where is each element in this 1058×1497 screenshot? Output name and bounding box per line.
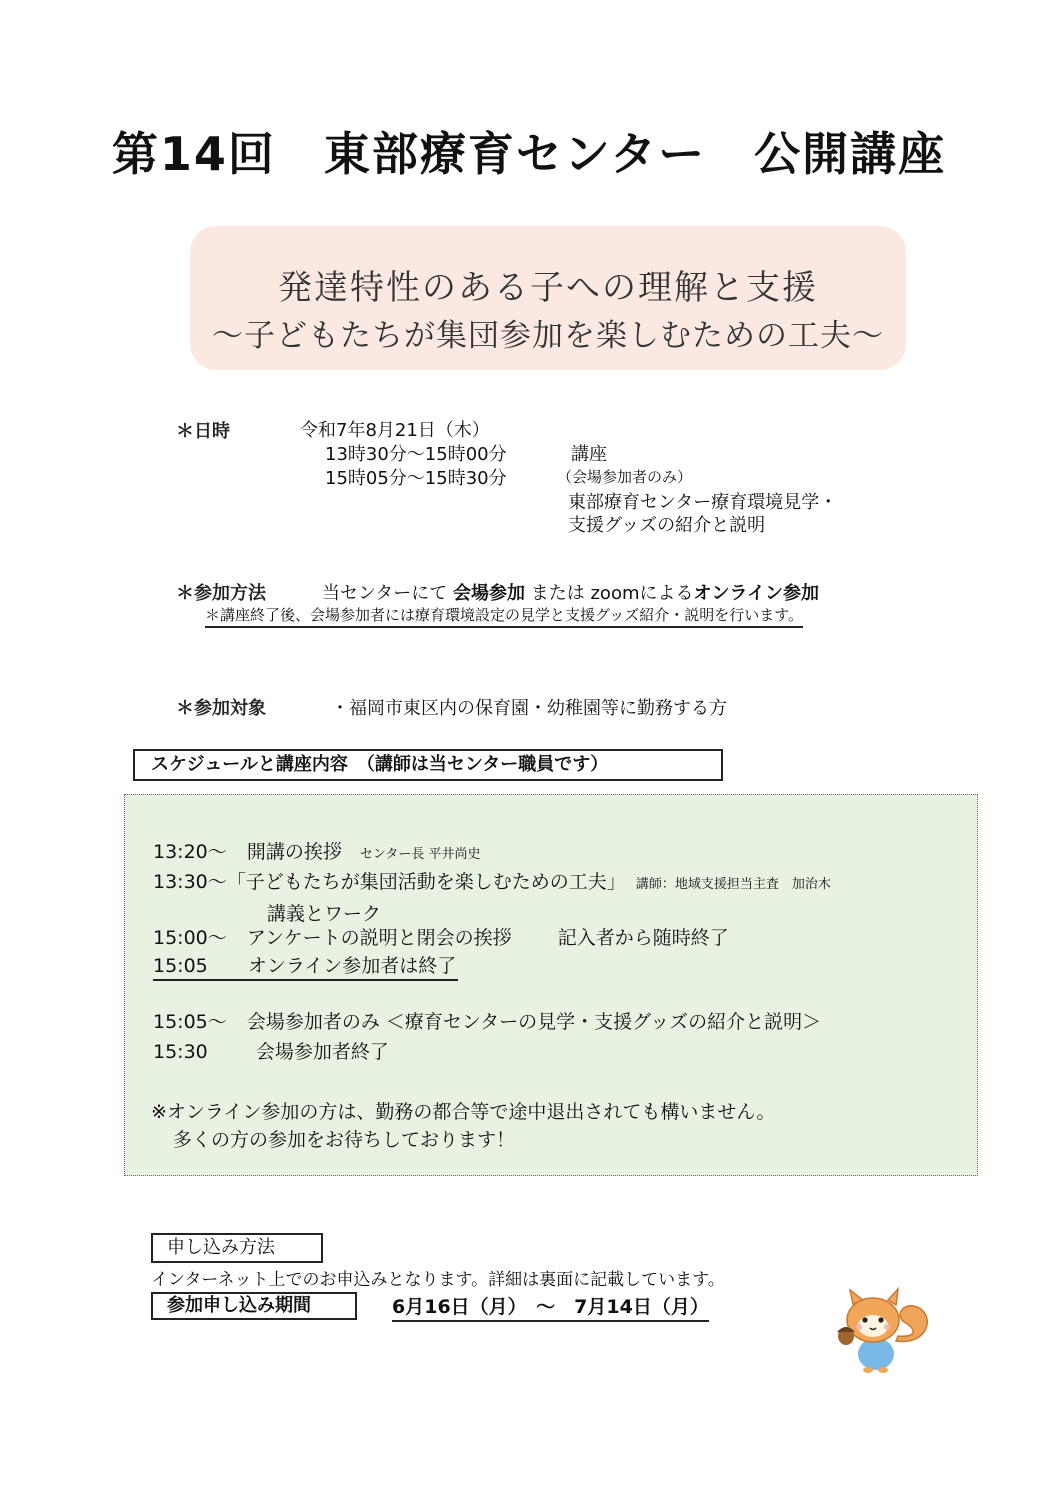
slot2-time: 15時05分～15時30分 <box>325 468 507 489</box>
row-3-time: 15:00～ <box>153 927 227 949</box>
schedule-row-6 <box>153 1037 389 1064</box>
row-5-text: 会場参加者のみ ＜療育センターの見学・支援グッズの紹介と説明＞ <box>246 1011 822 1033</box>
schedule-header: スケジュールと講座内容 （講師は当センター職員です） <box>133 749 723 781</box>
row-1-speaker: センター長 平井尚史 <box>359 847 481 862</box>
schedule-row-2 <box>153 867 831 894</box>
row-3-extra: 記入者から随時終了 <box>557 927 729 949</box>
target-label: ＊参加対象 <box>176 698 266 719</box>
slot2-note: （会場参加者のみ） <box>557 468 693 486</box>
squirrel-mascot-icon <box>826 1286 936 1376</box>
schedule-row-4 <box>153 951 458 981</box>
schedule-note-1: ※オンライン参加の方は、勤務の都合等で途中退出されても構いません。 <box>151 1101 776 1123</box>
row-2-text: 「子どもたちが集団活動を楽しむための工夫」 <box>226 871 626 893</box>
apply-text: インターネット上でのお申込みとなります。詳細は裏面に記載しています。 <box>151 1270 725 1290</box>
row-2-time: 13:30～ <box>153 871 227 893</box>
schedule-row-3 <box>153 923 729 950</box>
row-2-sub: 講義とワーク <box>267 903 382 925</box>
row-4-time: 15:05 <box>153 955 208 977</box>
schedule-panel <box>124 794 978 1176</box>
row-3-text: アンケートの説明と閉会の挨拶 <box>246 927 512 949</box>
apply-period: 6月16日（月） ～ 7月14日（月） <box>392 1292 709 1322</box>
apply-label: 申し込み方法 <box>151 1233 323 1263</box>
subject-line-1: 発達特性のある子への理解と支援 <box>278 268 818 308</box>
datetime-date: 令和7年8月21日（木） <box>300 420 490 441</box>
method-note: ＊講座終了後、会場参加者には療育環境設定の見学と支援グッズ紹介・説明を行います。 <box>205 604 803 628</box>
row-5-time: 15:05～ <box>153 1011 227 1033</box>
slot1-desc: 講座 <box>571 444 607 465</box>
row-1-text: 開講の挨拶 <box>246 841 342 863</box>
page-title: 第14回 東部療育センター 公開講座 <box>111 127 947 181</box>
row-6-time: 15:30 <box>153 1041 208 1063</box>
schedule-row-5 <box>153 1007 821 1034</box>
method-text-c: または <box>530 583 585 604</box>
method-online: オンライン参加 <box>693 583 819 604</box>
apply-period-label: 参加申し込み期間 <box>151 1292 357 1320</box>
method-venue: 会場参加 <box>453 583 526 604</box>
subject-line-2: ～子どもたちが集団参加を楽しむための工夫～ <box>212 318 884 354</box>
target-text: ・福岡市東区内の保育園・幼稚園等に勤務する方 <box>331 698 727 719</box>
datetime-label: ＊日時 <box>176 421 230 442</box>
schedule-note-2: 多くの方の参加をお待ちしております！ <box>173 1129 516 1151</box>
slot1-time: 13時30分～15時00分 <box>325 444 507 465</box>
method-label: ＊参加方法 <box>176 583 266 604</box>
method-text-e: による <box>639 583 694 604</box>
row-4-text: オンライン参加者は終了 <box>247 955 457 977</box>
row-6-text: 会場参加者終了 <box>255 1041 389 1063</box>
subject-banner <box>190 226 906 370</box>
row-1-time: 13:20～ <box>153 841 227 863</box>
method-text-a: 当センターにて <box>322 583 448 604</box>
method-text <box>322 579 819 605</box>
method-zoom: zoom <box>590 583 640 604</box>
slot2-desc-1: 東部療育センター療育環境見学・ <box>568 492 838 513</box>
schedule-row-1 <box>153 837 481 864</box>
row-2-speaker: 講師：地域支援担当主査 加治木 <box>635 877 831 892</box>
slot2-desc-2: 支援グッズの紹介と説明 <box>568 515 766 536</box>
